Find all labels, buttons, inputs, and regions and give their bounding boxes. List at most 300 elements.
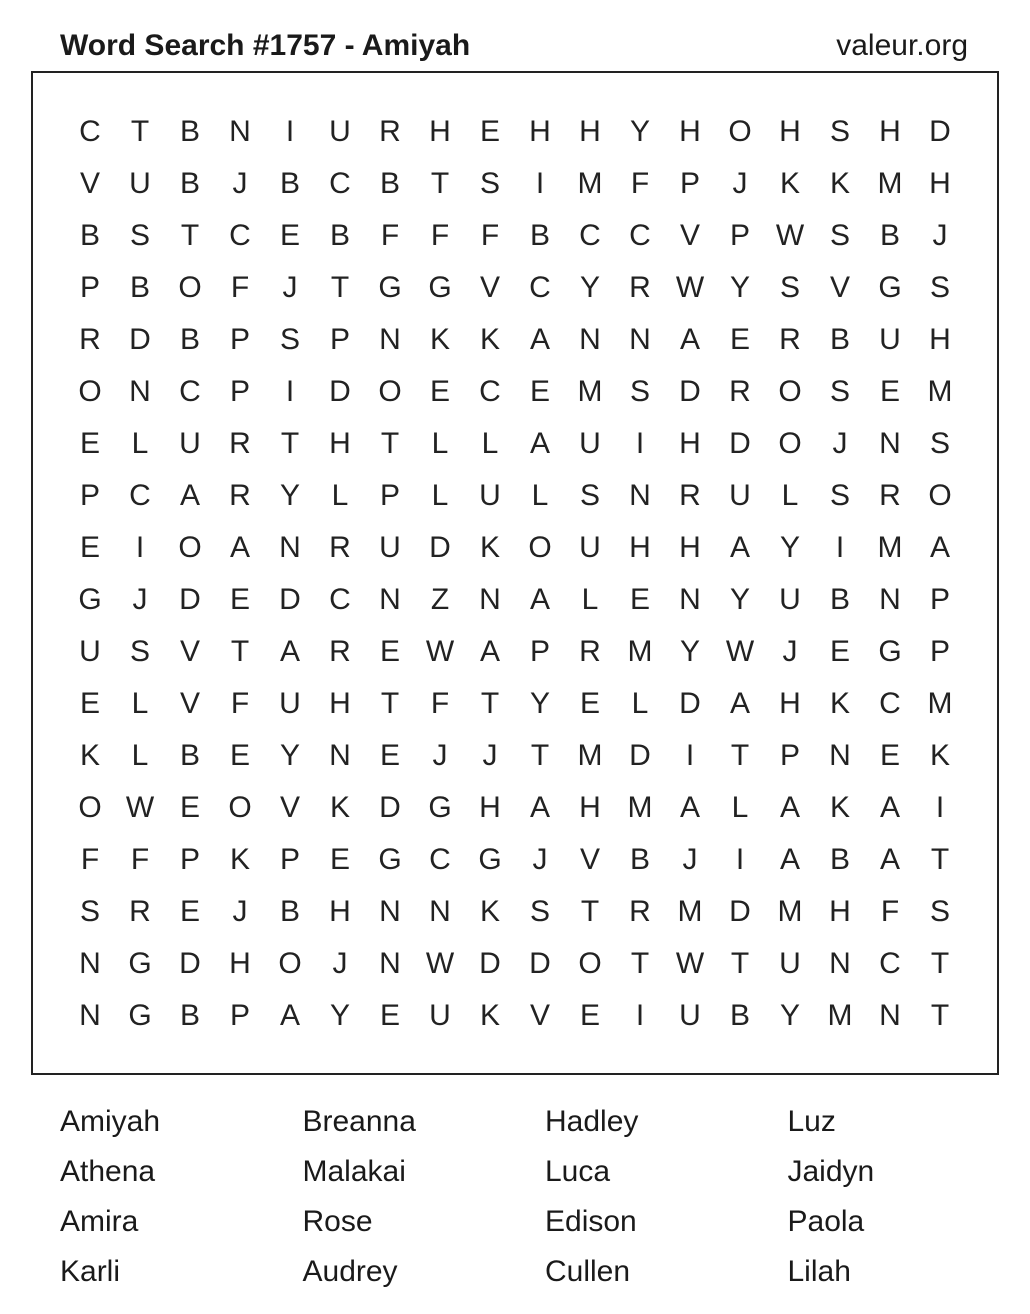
- letter-cell[interactable]: E: [579, 999, 600, 1032]
- letter-cell[interactable]: M: [927, 687, 953, 720]
- letter-cell[interactable]: D: [729, 895, 751, 928]
- letter-cell[interactable]: K: [829, 167, 850, 200]
- letter-cell[interactable]: C: [329, 167, 351, 200]
- letter-cell[interactable]: E: [79, 687, 100, 720]
- letter-cell[interactable]: G: [378, 843, 402, 876]
- letter-cell[interactable]: O: [228, 791, 252, 824]
- letter-cell[interactable]: V: [79, 167, 100, 200]
- letter-cell[interactable]: O: [528, 531, 552, 564]
- letter-cell[interactable]: Y: [329, 999, 350, 1032]
- letter-cell[interactable]: B: [829, 323, 850, 356]
- letter-cell[interactable]: H: [329, 687, 351, 720]
- letter-cell[interactable]: F: [430, 219, 450, 252]
- letter-cell[interactable]: L: [131, 739, 149, 772]
- letter-cell[interactable]: C: [229, 219, 251, 252]
- letter-cell[interactable]: Y: [729, 583, 750, 616]
- letter-cell[interactable]: R: [629, 271, 651, 304]
- letter-cell[interactable]: Z: [430, 583, 450, 616]
- letter-cell[interactable]: F: [230, 271, 250, 304]
- letter-cell[interactable]: D: [629, 739, 651, 772]
- letter-cell[interactable]: J: [532, 843, 548, 876]
- letter-cell[interactable]: H: [329, 427, 351, 460]
- letter-cell[interactable]: O: [378, 375, 402, 408]
- letter-cell[interactable]: I: [285, 115, 295, 148]
- letter-cell[interactable]: C: [879, 947, 901, 980]
- letter-cell[interactable]: Y: [779, 531, 800, 564]
- letter-cell[interactable]: J: [432, 739, 448, 772]
- letter-cell[interactable]: M: [577, 167, 603, 200]
- letter-cell[interactable]: A: [229, 531, 250, 564]
- letter-cell[interactable]: N: [879, 583, 901, 616]
- letter-cell[interactable]: H: [529, 115, 551, 148]
- letter-cell[interactable]: H: [779, 115, 801, 148]
- letter-cell[interactable]: S: [79, 895, 100, 928]
- letter-cell[interactable]: L: [131, 687, 149, 720]
- letter-cell[interactable]: A: [529, 427, 550, 460]
- letter-cell[interactable]: H: [429, 115, 451, 148]
- letter-cell[interactable]: E: [479, 115, 500, 148]
- letter-cell[interactable]: V: [179, 635, 200, 668]
- letter-cell[interactable]: B: [379, 167, 400, 200]
- letter-cell[interactable]: A: [529, 791, 550, 824]
- letter-cell[interactable]: L: [431, 479, 449, 512]
- letter-cell[interactable]: L: [431, 427, 449, 460]
- letter-cell[interactable]: J: [782, 635, 798, 668]
- letter-cell[interactable]: T: [580, 895, 600, 928]
- letter-cell[interactable]: Y: [629, 115, 650, 148]
- letter-cell[interactable]: N: [379, 583, 401, 616]
- letter-cell[interactable]: N: [279, 531, 301, 564]
- letter-cell[interactable]: D: [179, 947, 201, 980]
- letter-cell[interactable]: I: [135, 531, 145, 564]
- letter-cell[interactable]: J: [232, 167, 248, 200]
- letter-cell[interactable]: T: [930, 999, 950, 1032]
- letter-cell[interactable]: J: [732, 167, 748, 200]
- letter-cell[interactable]: V: [479, 271, 500, 304]
- letter-cell[interactable]: A: [679, 791, 700, 824]
- letter-cell[interactable]: E: [279, 219, 300, 252]
- letter-cell[interactable]: R: [329, 531, 351, 564]
- letter-cell[interactable]: K: [79, 739, 100, 772]
- letter-cell[interactable]: O: [278, 947, 302, 980]
- letter-cell[interactable]: U: [579, 427, 601, 460]
- letter-cell[interactable]: G: [428, 791, 452, 824]
- letter-cell[interactable]: B: [879, 219, 900, 252]
- letter-cell[interactable]: Y: [579, 271, 600, 304]
- letter-cell[interactable]: B: [179, 739, 200, 772]
- letter-cell[interactable]: O: [78, 791, 102, 824]
- letter-cell[interactable]: C: [579, 219, 601, 252]
- letter-cell[interactable]: P: [529, 635, 550, 668]
- letter-cell[interactable]: A: [929, 531, 950, 564]
- letter-cell[interactable]: B: [179, 167, 200, 200]
- letter-cell[interactable]: L: [731, 791, 749, 824]
- letter-cell[interactable]: T: [530, 739, 550, 772]
- letter-cell[interactable]: R: [229, 479, 251, 512]
- letter-cell[interactable]: U: [329, 115, 351, 148]
- letter-cell[interactable]: J: [682, 843, 698, 876]
- letter-cell[interactable]: G: [378, 271, 402, 304]
- letter-cell[interactable]: U: [679, 999, 701, 1032]
- letter-cell[interactable]: B: [279, 167, 300, 200]
- letter-cell[interactable]: F: [880, 895, 900, 928]
- letter-cell[interactable]: E: [79, 531, 100, 564]
- letter-cell[interactable]: I: [935, 791, 945, 824]
- letter-cell[interactable]: B: [179, 323, 200, 356]
- letter-cell[interactable]: A: [679, 323, 700, 356]
- letter-cell[interactable]: S: [629, 375, 650, 408]
- letter-cell[interactable]: K: [479, 895, 500, 928]
- letter-cell[interactable]: P: [929, 635, 950, 668]
- letter-cell[interactable]: H: [229, 947, 251, 980]
- letter-cell[interactable]: H: [579, 115, 601, 148]
- letter-cell[interactable]: M: [677, 895, 703, 928]
- letter-cell[interactable]: K: [929, 739, 950, 772]
- letter-cell[interactable]: N: [679, 583, 701, 616]
- letter-cell[interactable]: R: [679, 479, 701, 512]
- letter-cell[interactable]: A: [879, 791, 900, 824]
- letter-cell[interactable]: U: [129, 167, 151, 200]
- letter-cell[interactable]: W: [775, 219, 805, 252]
- letter-cell[interactable]: A: [529, 583, 550, 616]
- letter-cell[interactable]: P: [929, 583, 950, 616]
- letter-cell[interactable]: F: [430, 687, 450, 720]
- letter-cell[interactable]: U: [579, 531, 601, 564]
- letter-cell[interactable]: C: [179, 375, 201, 408]
- letter-cell[interactable]: H: [779, 687, 801, 720]
- letter-cell[interactable]: M: [877, 531, 903, 564]
- letter-cell[interactable]: J: [132, 583, 148, 616]
- letter-cell[interactable]: O: [778, 427, 802, 460]
- letter-cell[interactable]: E: [179, 791, 200, 824]
- letter-cell[interactable]: D: [679, 687, 701, 720]
- letter-cell[interactable]: M: [577, 375, 603, 408]
- letter-cell[interactable]: F: [630, 167, 650, 200]
- letter-cell[interactable]: U: [279, 687, 301, 720]
- letter-cell[interactable]: N: [829, 947, 851, 980]
- letter-cell[interactable]: N: [429, 895, 451, 928]
- letter-cell[interactable]: I: [685, 739, 695, 772]
- letter-cell[interactable]: N: [229, 115, 251, 148]
- letter-cell[interactable]: M: [577, 739, 603, 772]
- letter-cell[interactable]: T: [380, 687, 400, 720]
- letter-cell[interactable]: P: [229, 323, 250, 356]
- letter-cell[interactable]: B: [179, 115, 200, 148]
- letter-cell[interactable]: T: [930, 947, 950, 980]
- letter-cell[interactable]: J: [232, 895, 248, 928]
- letter-cell[interactable]: V: [279, 791, 300, 824]
- letter-cell[interactable]: G: [428, 271, 452, 304]
- letter-cell[interactable]: E: [179, 895, 200, 928]
- letter-cell[interactable]: H: [679, 531, 701, 564]
- letter-cell[interactable]: H: [929, 323, 951, 356]
- letter-cell[interactable]: B: [179, 999, 200, 1032]
- letter-cell[interactable]: E: [379, 999, 400, 1032]
- letter-cell[interactable]: S: [929, 427, 950, 460]
- letter-cell[interactable]: S: [829, 375, 850, 408]
- letter-cell[interactable]: O: [778, 375, 802, 408]
- letter-cell[interactable]: H: [929, 167, 951, 200]
- letter-cell[interactable]: M: [877, 167, 903, 200]
- letter-cell[interactable]: L: [581, 583, 599, 616]
- letter-cell[interactable]: W: [425, 947, 455, 980]
- letter-cell[interactable]: T: [230, 635, 250, 668]
- letter-cell[interactable]: B: [279, 895, 300, 928]
- letter-cell[interactable]: A: [729, 687, 750, 720]
- letter-cell[interactable]: O: [178, 271, 202, 304]
- letter-cell[interactable]: N: [829, 739, 851, 772]
- letter-cell[interactable]: U: [779, 583, 801, 616]
- letter-cell[interactable]: W: [425, 635, 455, 668]
- letter-cell[interactable]: E: [229, 583, 250, 616]
- letter-cell[interactable]: K: [479, 531, 500, 564]
- letter-cell[interactable]: D: [679, 375, 701, 408]
- letter-cell[interactable]: J: [332, 947, 348, 980]
- letter-cell[interactable]: G: [878, 271, 902, 304]
- letter-cell[interactable]: H: [629, 531, 651, 564]
- letter-cell[interactable]: N: [79, 947, 101, 980]
- letter-cell[interactable]: W: [675, 271, 705, 304]
- letter-cell[interactable]: D: [129, 323, 151, 356]
- letter-cell[interactable]: F: [380, 219, 400, 252]
- letter-cell[interactable]: N: [879, 427, 901, 460]
- letter-cell[interactable]: P: [679, 167, 700, 200]
- letter-cell[interactable]: P: [279, 843, 300, 876]
- letter-cell[interactable]: D: [929, 115, 951, 148]
- letter-cell[interactable]: S: [129, 635, 150, 668]
- letter-cell[interactable]: F: [230, 687, 250, 720]
- letter-cell[interactable]: B: [629, 843, 650, 876]
- letter-cell[interactable]: H: [479, 791, 501, 824]
- letter-cell[interactable]: D: [729, 427, 751, 460]
- letter-cell[interactable]: G: [878, 635, 902, 668]
- letter-cell[interactable]: R: [329, 635, 351, 668]
- letter-cell[interactable]: S: [929, 895, 950, 928]
- letter-cell[interactable]: A: [729, 531, 750, 564]
- letter-cell[interactable]: K: [479, 323, 500, 356]
- letter-cell[interactable]: C: [79, 115, 101, 148]
- letter-cell[interactable]: P: [329, 323, 350, 356]
- letter-cell[interactable]: J: [482, 739, 498, 772]
- letter-cell[interactable]: E: [79, 427, 100, 460]
- letter-cell[interactable]: M: [777, 895, 803, 928]
- letter-cell[interactable]: D: [279, 583, 301, 616]
- letter-cell[interactable]: E: [579, 687, 600, 720]
- letter-cell[interactable]: N: [629, 479, 651, 512]
- letter-cell[interactable]: U: [479, 479, 501, 512]
- letter-cell[interactable]: W: [725, 635, 755, 668]
- letter-cell[interactable]: S: [529, 895, 550, 928]
- letter-cell[interactable]: L: [781, 479, 799, 512]
- letter-cell[interactable]: I: [635, 427, 645, 460]
- letter-cell[interactable]: P: [779, 739, 800, 772]
- letter-cell[interactable]: V: [579, 843, 600, 876]
- letter-cell[interactable]: N: [629, 323, 651, 356]
- letter-cell[interactable]: L: [481, 427, 499, 460]
- letter-cell[interactable]: E: [729, 323, 750, 356]
- letter-cell[interactable]: D: [179, 583, 201, 616]
- letter-cell[interactable]: A: [529, 323, 550, 356]
- letter-cell[interactable]: O: [78, 375, 102, 408]
- letter-cell[interactable]: F: [480, 219, 500, 252]
- letter-cell[interactable]: T: [480, 687, 500, 720]
- letter-cell[interactable]: W: [675, 947, 705, 980]
- letter-cell[interactable]: R: [579, 635, 601, 668]
- letter-cell[interactable]: E: [229, 739, 250, 772]
- letter-cell[interactable]: C: [479, 375, 501, 408]
- letter-cell[interactable]: H: [679, 427, 701, 460]
- letter-cell[interactable]: P: [729, 219, 750, 252]
- letter-cell[interactable]: C: [529, 271, 551, 304]
- letter-cell[interactable]: S: [129, 219, 150, 252]
- letter-cell[interactable]: N: [379, 947, 401, 980]
- letter-cell[interactable]: N: [329, 739, 351, 772]
- letter-cell[interactable]: D: [429, 531, 451, 564]
- letter-cell[interactable]: N: [479, 583, 501, 616]
- letter-cell[interactable]: E: [629, 583, 650, 616]
- letter-cell[interactable]: B: [829, 843, 850, 876]
- letter-cell[interactable]: T: [380, 427, 400, 460]
- letter-cell[interactable]: H: [329, 895, 351, 928]
- letter-cell[interactable]: P: [379, 479, 400, 512]
- letter-cell[interactable]: T: [430, 167, 450, 200]
- letter-cell[interactable]: H: [679, 115, 701, 148]
- letter-cell[interactable]: N: [379, 323, 401, 356]
- letter-cell[interactable]: S: [279, 323, 300, 356]
- letter-cell[interactable]: P: [79, 271, 100, 304]
- letter-cell[interactable]: D: [479, 947, 501, 980]
- letter-cell[interactable]: T: [280, 427, 300, 460]
- letter-cell[interactable]: A: [279, 999, 300, 1032]
- letter-cell[interactable]: O: [578, 947, 602, 980]
- letter-cell[interactable]: V: [529, 999, 550, 1032]
- letter-cell[interactable]: A: [179, 479, 200, 512]
- letter-cell[interactable]: S: [579, 479, 600, 512]
- letter-cell[interactable]: G: [478, 843, 502, 876]
- letter-cell[interactable]: G: [128, 947, 152, 980]
- letter-cell[interactable]: V: [179, 687, 200, 720]
- letter-cell[interactable]: S: [779, 271, 800, 304]
- letter-cell[interactable]: S: [829, 219, 850, 252]
- letter-cell[interactable]: D: [329, 375, 351, 408]
- letter-cell[interactable]: C: [879, 687, 901, 720]
- letter-cell[interactable]: U: [379, 531, 401, 564]
- letter-cell[interactable]: J: [832, 427, 848, 460]
- letter-cell[interactable]: A: [479, 635, 500, 668]
- letter-cell[interactable]: O: [728, 115, 752, 148]
- letter-cell[interactable]: N: [79, 999, 101, 1032]
- letter-cell[interactable]: L: [531, 479, 549, 512]
- letter-cell[interactable]: Y: [679, 635, 700, 668]
- letter-cell[interactable]: R: [379, 115, 401, 148]
- letter-cell[interactable]: I: [535, 167, 545, 200]
- letter-cell[interactable]: F: [80, 843, 100, 876]
- letter-cell[interactable]: I: [835, 531, 845, 564]
- letter-cell[interactable]: W: [125, 791, 155, 824]
- letter-cell[interactable]: O: [178, 531, 202, 564]
- letter-cell[interactable]: A: [279, 635, 300, 668]
- letter-cell[interactable]: Y: [729, 271, 750, 304]
- letter-cell[interactable]: T: [180, 219, 200, 252]
- letter-cell[interactable]: U: [779, 947, 801, 980]
- letter-cell[interactable]: E: [329, 843, 350, 876]
- letter-cell[interactable]: Y: [279, 739, 300, 772]
- letter-cell[interactable]: D: [529, 947, 551, 980]
- letter-cell[interactable]: Y: [779, 999, 800, 1032]
- letter-cell[interactable]: T: [730, 947, 750, 980]
- letter-cell[interactable]: L: [131, 427, 149, 460]
- letter-cell[interactable]: E: [879, 739, 900, 772]
- letter-cell[interactable]: K: [479, 999, 500, 1032]
- letter-cell[interactable]: L: [631, 687, 649, 720]
- letter-cell[interactable]: O: [928, 479, 952, 512]
- letter-cell[interactable]: G: [128, 999, 152, 1032]
- letter-cell[interactable]: V: [679, 219, 700, 252]
- letter-cell[interactable]: N: [379, 895, 401, 928]
- letter-cell[interactable]: U: [879, 323, 901, 356]
- letter-cell[interactable]: S: [829, 115, 850, 148]
- letter-cell[interactable]: R: [629, 895, 651, 928]
- letter-cell[interactable]: Y: [279, 479, 300, 512]
- letter-cell[interactable]: E: [379, 739, 400, 772]
- letter-cell[interactable]: H: [579, 791, 601, 824]
- letter-cell[interactable]: I: [285, 375, 295, 408]
- letter-cell[interactable]: H: [879, 115, 901, 148]
- letter-cell[interactable]: A: [779, 843, 800, 876]
- letter-cell[interactable]: P: [79, 479, 100, 512]
- letter-cell[interactable]: K: [429, 323, 450, 356]
- letter-cell[interactable]: S: [479, 167, 500, 200]
- letter-cell[interactable]: E: [879, 375, 900, 408]
- letter-cell[interactable]: P: [229, 375, 250, 408]
- letter-cell[interactable]: U: [429, 999, 451, 1032]
- letter-cell[interactable]: R: [229, 427, 251, 460]
- letter-cell[interactable]: B: [129, 271, 150, 304]
- letter-cell[interactable]: R: [879, 479, 901, 512]
- letter-cell[interactable]: N: [879, 999, 901, 1032]
- letter-cell[interactable]: R: [729, 375, 751, 408]
- letter-cell[interactable]: I: [635, 999, 645, 1032]
- letter-cell[interactable]: S: [829, 479, 850, 512]
- letter-cell[interactable]: F: [130, 843, 150, 876]
- letter-cell[interactable]: H: [829, 895, 851, 928]
- letter-cell[interactable]: B: [529, 219, 550, 252]
- letter-cell[interactable]: S: [929, 271, 950, 304]
- letter-cell[interactable]: T: [630, 947, 650, 980]
- letter-cell[interactable]: J: [282, 271, 298, 304]
- letter-cell[interactable]: V: [829, 271, 850, 304]
- letter-cell[interactable]: U: [79, 635, 101, 668]
- letter-cell[interactable]: B: [829, 583, 850, 616]
- letter-cell[interactable]: R: [129, 895, 151, 928]
- letter-cell[interactable]: C: [329, 583, 351, 616]
- letter-cell[interactable]: C: [129, 479, 151, 512]
- letter-cell[interactable]: U: [729, 479, 751, 512]
- letter-cell[interactable]: M: [927, 375, 953, 408]
- letter-cell[interactable]: N: [579, 323, 601, 356]
- letter-cell[interactable]: A: [879, 843, 900, 876]
- letter-cell[interactable]: B: [329, 219, 350, 252]
- letter-cell[interactable]: T: [730, 739, 750, 772]
- letter-cell[interactable]: E: [829, 635, 850, 668]
- letter-cell[interactable]: D: [379, 791, 401, 824]
- letter-cell[interactable]: T: [130, 115, 150, 148]
- letter-cell[interactable]: B: [79, 219, 100, 252]
- letter-cell[interactable]: K: [829, 791, 850, 824]
- letter-cell[interactable]: M: [827, 999, 853, 1032]
- letter-cell[interactable]: U: [179, 427, 201, 460]
- letter-cell[interactable]: Y: [529, 687, 550, 720]
